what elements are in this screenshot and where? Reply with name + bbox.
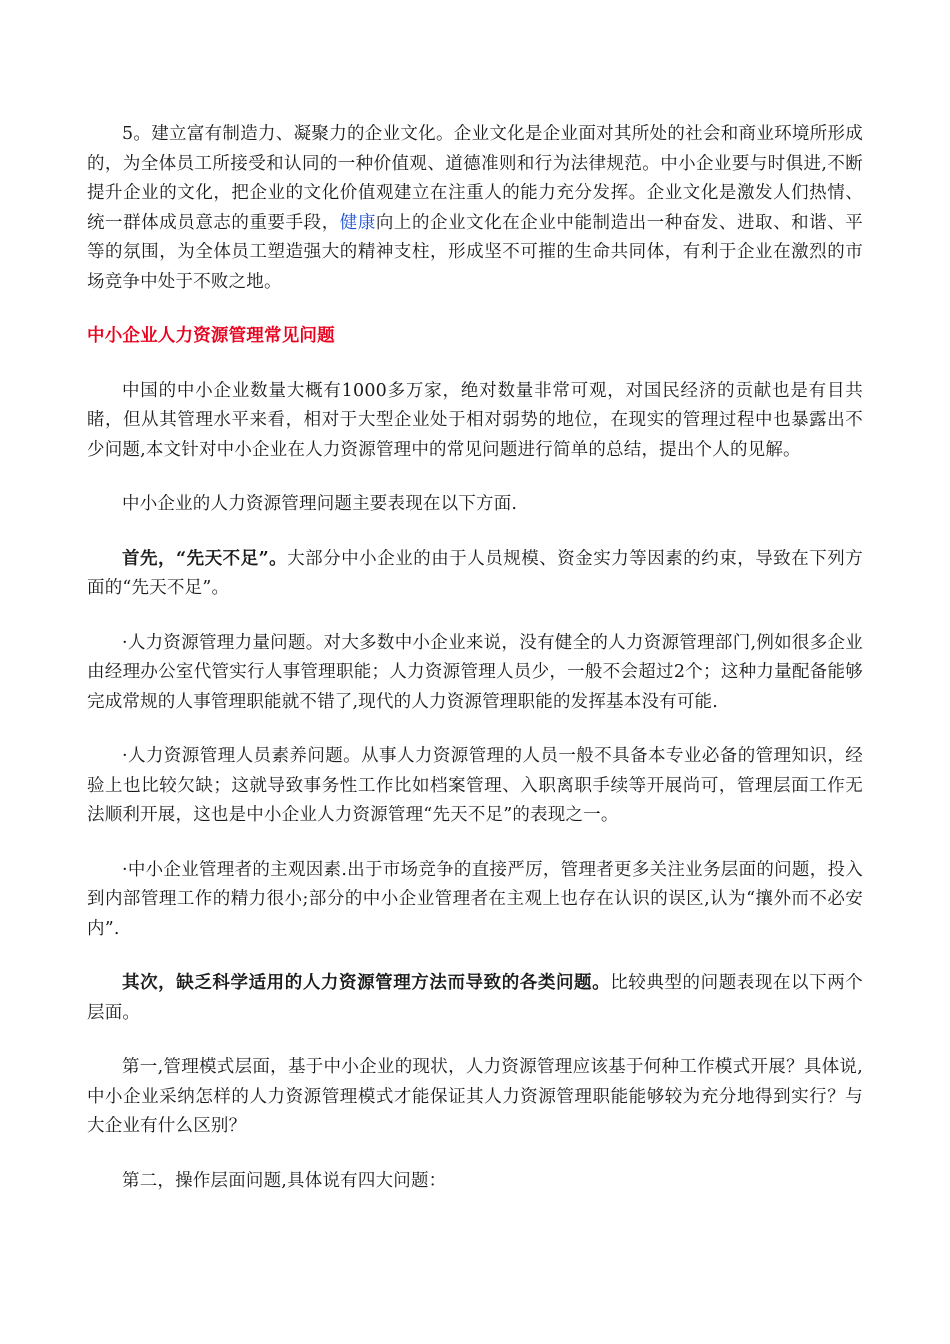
paragraph-second-point: [87, 969, 863, 1028]
paragraph-corporate-culture: [87, 120, 863, 297]
paragraph-intro: 中国的中小企业数量大概有1000多万家，绝对数量非常可观，对国民经济的贡献也是有目共睹，但从其管理水平来看，相对于大型企业处于相对弱势的地位，在现实的管理过程中也暴露出不少问题,本文针对中小企业在人力资源管理中的常见问题进行简单的总结，提出个人的见解。: [87, 380, 863, 460]
paragraph-text: 大部分中小企业的由于人员规模、资金实力等因素的约束，导致在下列方面的“先天不足”。: [87, 548, 863, 598]
bullet-item-capacity: ·人力资源管理力量问题。对大多数中小企业来说，没有健全的人力资源管理部门,例如很多企业由经理办公室代管实行人事管理职能；人力资源管理人员少，一般不会超过2个；这种力量配备能够完成常规的人事管理职能就不错了,现代的人力资源管理职能的发挥基本没有可能.: [87, 632, 863, 712]
bold-lead: 其次，缺乏科学适用的人力资源管理方法而导致的各类问题。: [122, 973, 611, 993]
link-health[interactable]: 健康: [339, 212, 376, 233]
section-heading: 中小企业人力资源管理常见问题: [87, 326, 335, 346]
paragraph-text: 向上的企业文化在企业中能制造出一种奋发、进取、和谐、平等的氛围，为全体员工塑造强大的精神支柱，形成坚不可摧的生命共同体，有利于企业在激烈的市场竞争中处于不败之地。: [87, 212, 863, 292]
bold-lead: 首先，“先天不足”。: [122, 548, 288, 569]
paragraph-first-point: [87, 545, 863, 604]
paragraph-text: 比较典型的问题表现在以下两个层面。: [87, 973, 863, 1023]
paragraph-operation-level: 第二，操作层面问题,具体说有四大问题：: [122, 1170, 447, 1191]
paragraph-text: 5。建立富有制造力、凝聚力的企业文化。企业文化是企业面对其所处的社会和商业环境所形成的，为全体员工所接受和认同的一种价值观、道德准则和行为法律规范。中小企业要与时俱进,不断提升企业的文化，把企业的文化价值观建立在注重人的能力充分发挥。企业文化是激发人们热情、统一群体成员意志的重要手段，: [87, 124, 863, 233]
document-body: [87, 120, 863, 1221]
paragraph-summary: 中小企业的人力资源管理问题主要表现在以下方面.: [122, 494, 518, 514]
bullet-item-quality: ·人力资源管理人员素养问题。从事人力资源管理的人员一般不具备本专业必备的管理知识，经验上也比较欠缺；这就导致事务性工作比如档案管理、入职离职手续等开展尚可，管理层面工作无法顺利开展，这也是中小企业人力资源管理“先天不足”的表现之一。: [87, 746, 863, 825]
bullet-item-subjective: ·中小企业管理者的主观因素.出于市场竞争的直接严厉，管理者更多关注业务层面的问题，投入到内部管理工作的精力很小;部分的中小企业管理者在主观上也存在认识的误区,认为“攘外而不必安内”.: [87, 859, 863, 939]
paragraph-mode-level: 第一,管理模式层面，基于中小企业的现状，人力资源管理应该基于何种工作模式开展？具体说,中小企业采纳怎样的人力资源管理模式才能保证其人力资源管理职能能够较为充分地得到实行？与大企业有什么区别？: [87, 1057, 863, 1136]
